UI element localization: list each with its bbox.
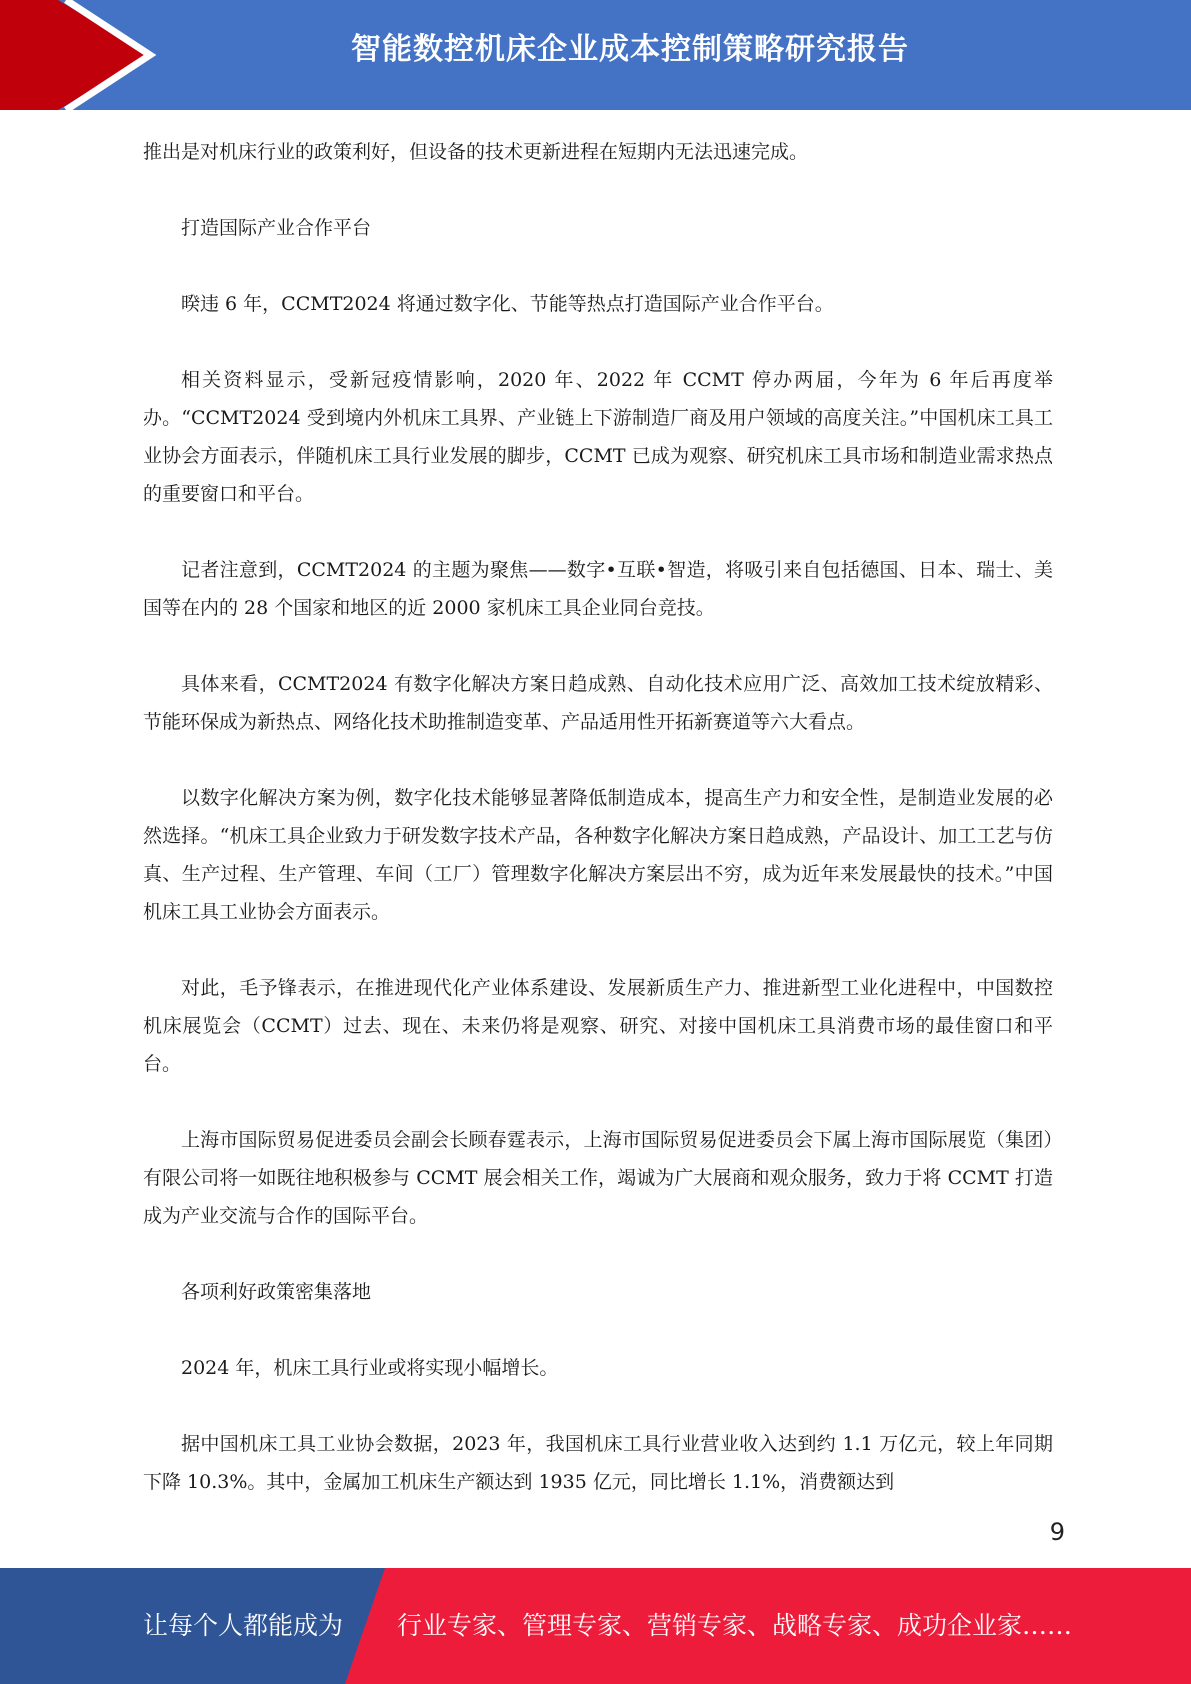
paragraph: 推出是对机床行业的政策利好，但设备的技术更新进程在短期内无法迅速完成。 [143, 141, 809, 163]
paragraph: 对此，毛予锋表示，在推进现代化产业体系建设、发展新质生产力、推进新型工业化进程中，中国数控机床展览会（CCMT）过去、现在、未来仍将是观察、研究、对接中国机床工具消费市场的最佳窗口和平台。 [143, 977, 1053, 1075]
page-number: 9 [1049, 1518, 1065, 1546]
paragraph: 据中国机床工具工业协会数据，2023 年，我国机床工具行业营业收入达到约 1.1 万亿元，较上年同期下降 10.3%。其中，金属加工机床生产额达到 1935 亿元，同比增长 1.1%，消费额达到 [143, 1433, 1053, 1493]
paragraph: 2024 年，机床工具行业或将实现小幅增长。 [181, 1357, 559, 1379]
report-title: 智能数控机床企业成本控制策略研究报告 [351, 32, 909, 67]
document-body [143, 133, 1053, 1539]
paragraph: 暌违 6 年，CCMT2024 将通过数字化、节能等热点打造国际产业合作平台。 [181, 293, 834, 315]
paragraph: 记者注意到，CCMT2024 的主题为聚焦——数字•互联•智造，将吸引来自包括德国、日本、瑞士、美国等在内的 28 个国家和地区的近 2000 家机床工具企业同台竞技。 [143, 559, 1053, 619]
section-heading: 各项利好政策密集落地 [181, 1281, 372, 1303]
header-chevron-icon [0, 0, 160, 110]
paragraph: 以数字化解决方案为例，数字化技术能够显著降低制造成本，提高生产力和安全性，是制造业发展的必然选择。“机床工具企业致力于研发数字技术产品，各种数字化解决方案日趋成熟，产品设计、加工工艺与仿真、生产过程、生产管理、车间（工厂）管理数字化解决方案层出不穷，成为近年来发展最快的技术。”中国机床工具工业协会方面表示。 [143, 787, 1053, 923]
paragraph: 相关资料显示，受新冠疫情影响，2020 年、2022 年 CCMT 停办两届，今年为 6 年后再度举办。“CCMT2024 受到境内外机床工具界、产业链上下游制造厂商及用户领域的高度关注。”中国机床工具工业协会方面表示，伴随机床工具行业发展的脚步，CCMT 已成为观察、研究机床工具市场和制造业需求热点的重要窗口和平台。 [143, 369, 1053, 505]
paragraph: 上海市国际贸易促进委员会副会长顾春霆表示，上海市国际贸易促进委员会下属上海市国际展览（集团）有限公司将一如既往地积极参与 CCMT 展会相关工作，竭诚为广大展商和观众服务，致力于将 CCMT 打造成为产业交流与合作的国际平台。 [143, 1129, 1053, 1227]
paragraph: 具体来看，CCMT2024 有数字化解决方案日趋成熟、自动化技术应用广泛、高效加工技术绽放精彩、节能环保成为新热点、网络化技术助推制造变革、产品适用性开拓新赛道等六大看点。 [143, 673, 1053, 733]
footer-slogan-left: 让每个人都能成为 [143, 1611, 344, 1640]
page-header [0, 0, 1191, 110]
section-heading: 打造国际产业合作平台 [181, 217, 372, 239]
page-footer [0, 1568, 1191, 1684]
footer-slogan-right: 行业专家、管理专家、营销专家、战略专家、成功企业家…… [397, 1611, 1073, 1640]
